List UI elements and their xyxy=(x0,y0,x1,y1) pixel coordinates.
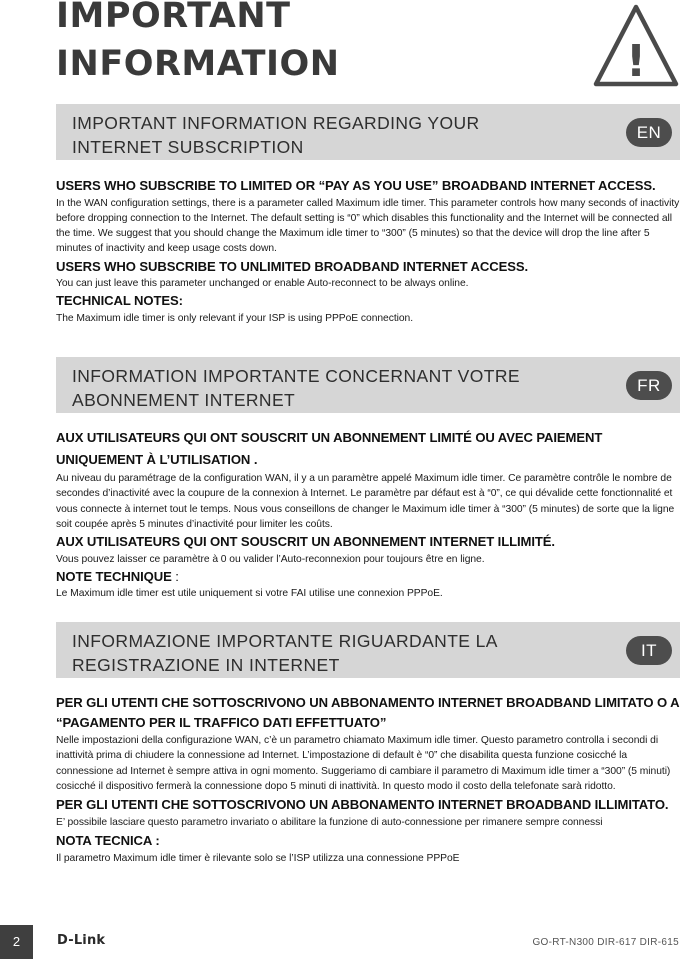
section-band-it xyxy=(56,622,680,678)
heading-notes-en xyxy=(56,292,680,311)
band-title-en-line1: IMPORTANT INFORMATION REGARDING YOUR xyxy=(72,113,480,133)
warning-triangle-icon xyxy=(592,2,680,88)
band-title-fr xyxy=(72,364,520,412)
title-line-1: IMPORTANT xyxy=(56,0,291,36)
language-badge-fr: FR xyxy=(626,371,672,400)
band-title-it-line2: REGISTRAZIONE IN INTERNET xyxy=(72,655,340,675)
model-list: GO-RT-N300 DIR-617 DIR-615 xyxy=(532,937,679,948)
paragraph-unlimited-it: E’ possibile lasciare questo parametro invariato o abilitare la funzione di auto-connessione per rimanere sempre connessi xyxy=(56,817,603,829)
band-title-it-line1: INFORMAZIONE IMPORTANTE RIGUARDANTE LA xyxy=(72,631,498,651)
heading-unlimited-fr: AUX UTILISATEURS QUI ONT SOUSCRIT UN ABONNEMENT INTERNET ILLIMITÉ. xyxy=(56,534,555,550)
page-title xyxy=(56,0,340,88)
heading-unlimited-it: PER GLI UTENTI CHE SOTTOSCRIVONO UN ABBONAMENTO INTERNET BROADBAND ILLIMITATO. xyxy=(56,797,669,813)
band-title-fr-line1: INFORMATION IMPORTANTE CONCERNANT VOTRE xyxy=(72,366,520,386)
section-en xyxy=(56,177,680,327)
paragraph-limited-it: Nelle impostazioni della configurazione WAN, c’è un parametro chiamato Maximum idle timer. Questo parametro controlla i secondi di inattività prima di chiudere la connessione ad Internet. L’impostazione di default è “0” che disabilita questa funzione cosicché la connessione ad Internet è sempre attiva in ogni momento. Suggeriamo di cambiare il parametro di Maximum idle timer a “300” (5 minuti) cosicché il dispositivo fermerà la connessione dopo 5 minuti di inattività. In questo modo il costo della telefonate sarà ridotto. xyxy=(56,735,671,792)
heading-limited-fr: AUX UTILISATEURS QUI ONT SOUSCRIT UN ABONNEMENT LIMITÉ OU AVEC PAIEMENT UNIQUEMENT À L’UTILISATION . xyxy=(56,430,603,467)
section-band-fr xyxy=(56,357,680,413)
section-fr xyxy=(56,427,680,603)
band-title-en xyxy=(72,111,480,159)
band-title-it xyxy=(72,629,498,677)
language-badge-it: IT xyxy=(626,636,672,665)
page-number: 2 xyxy=(0,925,33,959)
section-band-en xyxy=(56,104,680,160)
heading-limited-it: PER GLI UTENTI CHE SOTTOSCRIVONO UN ABBONAMENTO INTERNET BROADBAND LIMITATO O A “PAGAMENTO PER IL TRAFFICO DATI EFFETTUATO” xyxy=(56,695,680,730)
heading-notes-it xyxy=(56,832,680,851)
heading-notes-fr xyxy=(56,568,680,587)
heading-notes-it-text: NOTA TECNICA : xyxy=(56,833,160,849)
heading-notes-fr-suffix: : xyxy=(171,568,179,584)
paragraph-notes-en: The Maximum idle timer is only relevant if your ISP is using PPPoE connection. xyxy=(56,312,414,324)
heading-notes-fr-text: NOTE TECHNIQUE xyxy=(56,568,172,584)
paragraph-limited-en: In the WAN configuration settings, there is a parameter called Maximum idle timer. This parameter controls how many seconds of inactivity before dropping connection to the Internet. The default setting is “0” which disables this functionality and the Internet will be connected all the time. We suggest that you should change the Maximum idle timer to “300” (5 minutes) so that the device will drop the line after 5 minutes of inactivity and keep usage costs down. xyxy=(56,197,680,255)
language-badge-en: EN xyxy=(626,118,672,147)
heading-notes-en-text: TECHNICAL NOTES: xyxy=(56,293,183,309)
dlink-logo: D-Link xyxy=(57,933,106,948)
warning-exclamation: ! xyxy=(625,36,647,87)
paragraph-limited-fr: Au niveau du paramétrage de la configuration WAN, il y a un paramètre appelé Maximum idle timer. Ce paramètre contrôle le nombre de secondes d’inactivité avec la coupure de la connexion à Internet. Le paramètre par défaut est à “0”, ce qui dévalide cette fonctionnalité et vous connecte à internet tout le temps. Nous vous conseillons de changer le Maximum idle timer à “300” (5 minutes) de sorte que la ligne soit coupée après 5 minutes d’inactivité pour limiter les coûts. xyxy=(56,473,675,530)
heading-limited-en: USERS WHO SUBSCRIBE TO LIMITED OR “PAY AS YOU USE” BROADBAND INTERNET ACCESS. xyxy=(56,178,656,193)
title-line-2: INFORMATION xyxy=(56,44,340,84)
paragraph-notes-fr: Le Maximum idle timer est utile uniquement si votre FAI utilise une connexion PPPoE. xyxy=(56,588,443,600)
paragraph-unlimited-en: You can just leave this parameter unchanged or enable Auto-reconnect to be always online. xyxy=(56,278,469,290)
paragraph-unlimited-fr: Vous pouvez laisser ce paramètre à 0 ou valider l’Auto-reconnexion pour toujours être en ligne. xyxy=(56,553,485,565)
section-it xyxy=(56,693,680,867)
band-title-fr-line2: ABONNEMENT INTERNET xyxy=(72,390,296,410)
band-title-en-line2: INTERNET SUBSCRIPTION xyxy=(72,137,304,157)
heading-unlimited-en: USERS WHO SUBSCRIBE TO UNLIMITED BROADBAND INTERNET ACCESS. xyxy=(56,258,529,274)
paragraph-notes-it: Il parametro Maximum idle timer è rilevante solo se l’ISP utilizza una connessione PPPoE xyxy=(56,852,460,864)
